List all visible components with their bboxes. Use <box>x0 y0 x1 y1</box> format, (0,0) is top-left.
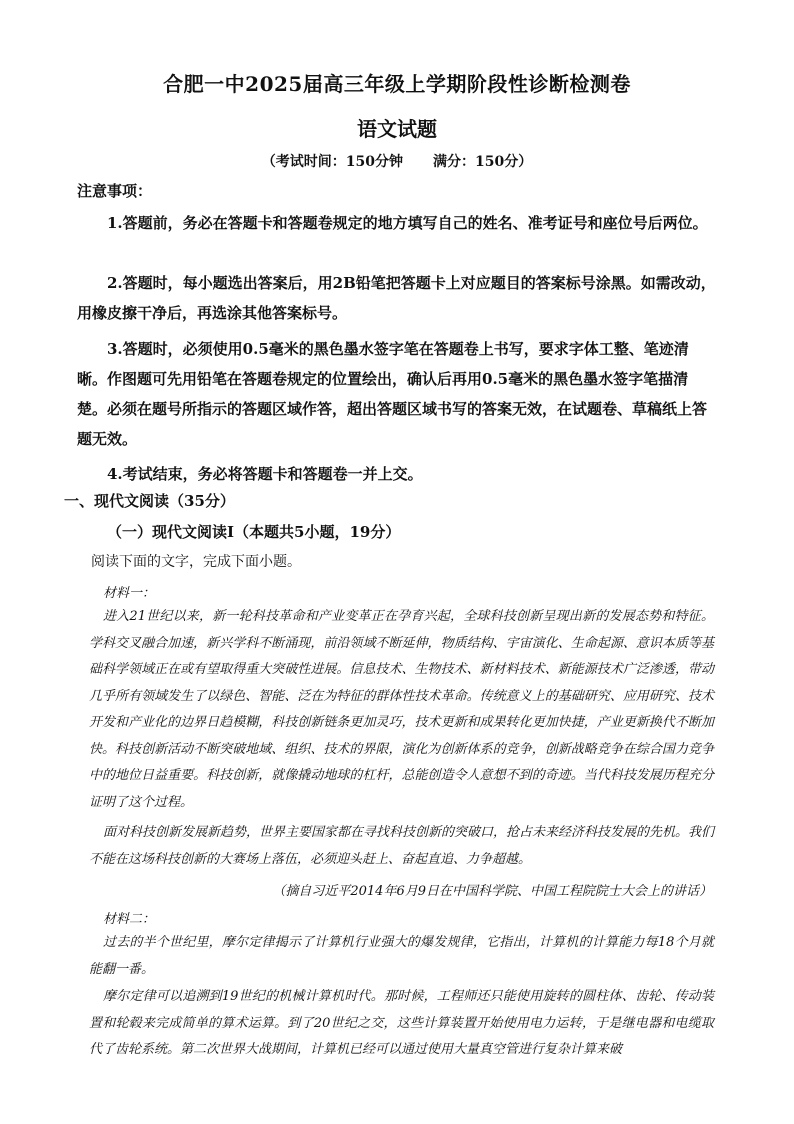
material-2-label: 材料二： <box>103 912 156 927</box>
subject-title: 语文试题 <box>357 117 437 141</box>
notice-heading: 注意事项： <box>77 182 153 200</box>
exam-time: （考试时间：150分钟 <box>261 154 403 170</box>
material-2-paragraph-1: 过去的半个世纪里，摩尔定律揭示了计算机行业强大的爆发规律，它指出，计算机的计算能力每18个月就能翻一番。 <box>89 935 714 977</box>
notice-item-3: 3.答题时，必须使用0.5毫米的黑色墨水签字笔在答题卷上书写，要求字体工整、笔迹清晰。作图题可先用铅笔在答题卷规定的位置绘出，确认后再用0.5毫米的黑色墨水签字笔描清楚。必须在题号所指示的答题区域作答，超出答题区域书写的答案无效，在试题卷、草稿纸上答题无效。 <box>77 340 708 448</box>
exam-title: 合肥一中2025届高三年级上学期阶段性诊断检测卷 <box>163 72 631 96</box>
exam-info <box>0 151 794 171</box>
material-1-paragraph-2: 面对科技创新发展新趋势，世界主要国家都在寻找科技创新的突破口，抢占未来经济科技发展的先机。我们不能在这场科技创新的大赛场上落伍，必须迎头赶上、奋起直追、力争超越。 <box>89 825 715 867</box>
section-subtitle: （一）现代文阅读Ⅰ（本题共5小题，19分） <box>107 523 401 541</box>
material-1-source: （摘自习近平2014年6月9日在中国科学院、中国工程院院士大会上的讲话） <box>272 884 712 899</box>
material-2-paragraph-2: 摩尔定律可以追溯到19世纪的机械计算机时代。那时候，工程师还只能使用旋转的圆柱体、齿轮、传动装置和轮毂来完成简单的算术运算。到了20世纪之交，这些计算装置开始使用电力运转，于是继电器和电缆取代了齿轮系统。第二次世界大战期间，计算机已经可以通过使用大量真空管进行复杂计算来破 <box>89 989 714 1057</box>
notice-item-4: 4.考试结束，务必将答题卡和答题卷一并上交。 <box>107 465 423 483</box>
section-title: 一、现代文阅读（35分） <box>64 492 235 510</box>
reading-instruction: 阅读下面的文字，完成下面小题。 <box>91 554 301 570</box>
full-score: 满分：150分） <box>433 154 533 170</box>
notice-item-2: 2.答题时，每小题选出答案后，用2B铅笔把答题卡上对应题目的答案标号涂黑。如需改动，用橡皮擦干净后，再选涂其他答案标号。 <box>77 274 716 322</box>
material-1-paragraph-1: 进入21世纪以来，新一轮科技革命和产业变革正在孕育兴起，全球科技创新呈现出新的发展态势和特征。学科交叉融合加速，新兴学科不断涌现，前沿领域不断延伸，物质结构、宇宙演化、生命起源、意识本质等基础科学领域正在或有望取得重大突破性进展。信息技术、生物技术、新材料技术、新能源技术广泛渗透，带动几乎所有领域发生了以绿色、智能、泛在为特征的群体性技术革命。传统意义上的基础研究、应用研究、技术开发和产业化的边界日趋模糊，科技创新链条更加灵巧，技术更新和成果转化更加快捷，产业更新换代不断加快。科技创新活动不断突破地域、组织、技术的界限，演化为创新体系的竞争，创新战略竞争在综合国力竞争中的地位日益重要。科技创新，就像撬动地球的杠杆，总能创造令人意想不到的奇迹。当代科技发展历程充分证明了这个过程。 <box>89 609 714 810</box>
notice-item-1: 1.答题前，务必在答题卡和答题卷规定的地方填写自己的姓名、准考证号和座位号后两位。 <box>107 214 708 232</box>
material-1-label: 材料一： <box>103 586 156 601</box>
